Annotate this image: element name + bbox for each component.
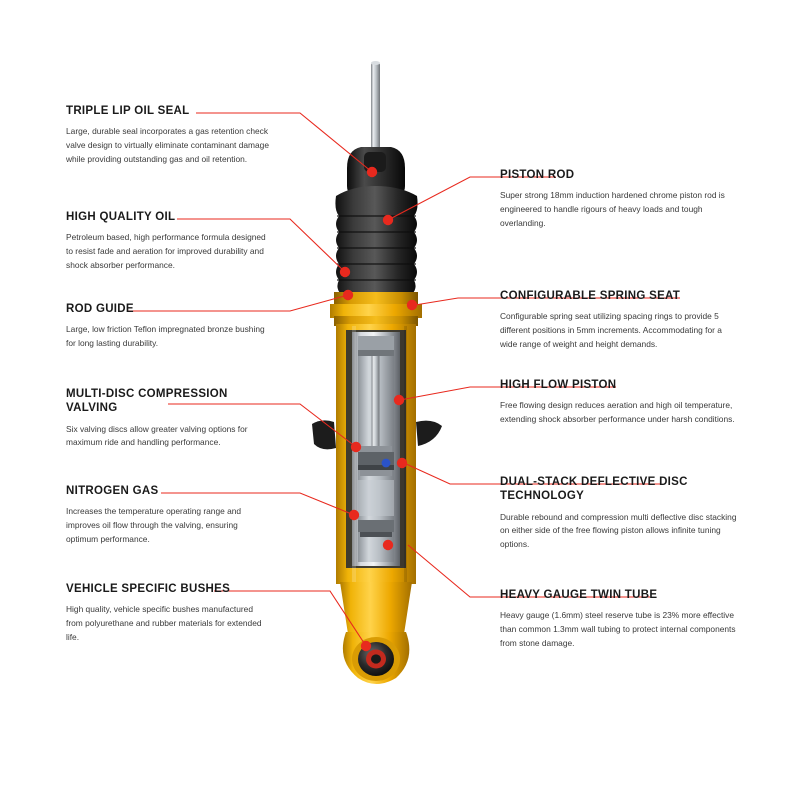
callout-body: Petroleum based, high performance formula designed to resist fade and aeration for improved durability and shock absorber performance.: [66, 232, 266, 270]
callout-title: VEHICLE SPECIFIC BUSHES: [66, 583, 231, 595]
callout-vehicle-specific-bushes: [66, 582, 271, 644]
callout-body: Increases the temperature operating range and improves oil flow through the valving, ensuring optimum performance.: [66, 506, 242, 544]
callout-piston-rod: [500, 168, 740, 230]
dust-boot: [335, 186, 417, 294]
callout-body: Heavy gauge (1.6mm) steel reserve tube is 23% more effective than common 1.3mm wall tubing to protect internal components from stone damage.: [500, 610, 736, 648]
callout-rod-guide: [66, 302, 271, 351]
callout-dual-stack-deflective-disc-technology: [500, 475, 740, 552]
callout-body: Super strong 18mm induction hardened chrome piston rod is engineered to handle rigours of heavy loads and tough overlanding.: [500, 190, 725, 228]
callout-triple-lip-oil-seal: [66, 104, 271, 166]
high-flow-piston: [358, 452, 394, 465]
callout-nitrogen-gas: [66, 484, 271, 546]
deflective-disc-stack-top: [360, 446, 392, 452]
callout-title: DUAL-STACK DEFLECTIVE DISC TECHNOLOGY: [500, 476, 688, 503]
callout-heavy-gauge-twin-tube: [500, 588, 740, 650]
callout-high-quality-oil: [66, 210, 271, 272]
callout-title: TRIPLE LIP OIL SEAL: [66, 105, 190, 117]
callout-title: CONFIGURABLE SPRING SEAT: [500, 290, 681, 302]
mount-tab-left: [312, 420, 336, 449]
nitrogen-chamber: [358, 480, 394, 516]
spring-seat-ring: [330, 304, 422, 318]
callout-body: Configurable spring seat utilizing spacing rings to provide 5 different positions in 5mm increments. Accommodating for a wide range of weight and height demands.: [500, 311, 722, 349]
deflective-disc-stack-bottom: [360, 470, 392, 476]
callout-body: Large, durable seal incorporates a gas retention check valve design to virtually eliminate contaminant damage while providing outstanding gas and oil retention.: [66, 126, 269, 164]
callout-body: Large, low friction Teflon impregnated bronze bushing for long lasting durability.: [66, 324, 265, 348]
callout-title: MULTI-DISC COMPRESSION VALVING: [66, 388, 228, 415]
mount-tab-right: [416, 421, 442, 446]
lower-body: [340, 582, 412, 634]
callout-body: Durable rebound and compression multi deflective disc stacking on either side of the free flowing piston allows infinite tuning options.: [500, 511, 737, 549]
spring-seat: [334, 292, 418, 306]
compression-valving: [358, 520, 394, 532]
callout-title: HEAVY GAUGE TWIN TUBE: [500, 589, 658, 601]
callout-multi-disc-compression-valving: [66, 387, 271, 450]
callout-title: PISTON ROD: [500, 169, 575, 181]
callout-body: Six valving discs allow greater valving options for maximum ride and handling performance.: [66, 423, 248, 448]
callout-high-flow-piston: [500, 378, 740, 427]
callout-title: HIGH FLOW PISTON: [500, 379, 617, 391]
rod-guide: [358, 336, 394, 350]
callout-title: ROD GUIDE: [66, 303, 134, 315]
callout-title: NITROGEN GAS: [66, 485, 159, 497]
callout-body: High quality, vehicle specific bushes manufactured from polyurethane and rubber materials for extended life.: [66, 604, 262, 642]
callout-title: HIGH QUALITY OIL: [66, 211, 176, 223]
callout-configurable-spring-seat: [500, 289, 740, 351]
callout-body: Free flowing design reduces aeration and high oil temperature, extending shock absorber performance under harsh conditions.: [500, 400, 735, 424]
